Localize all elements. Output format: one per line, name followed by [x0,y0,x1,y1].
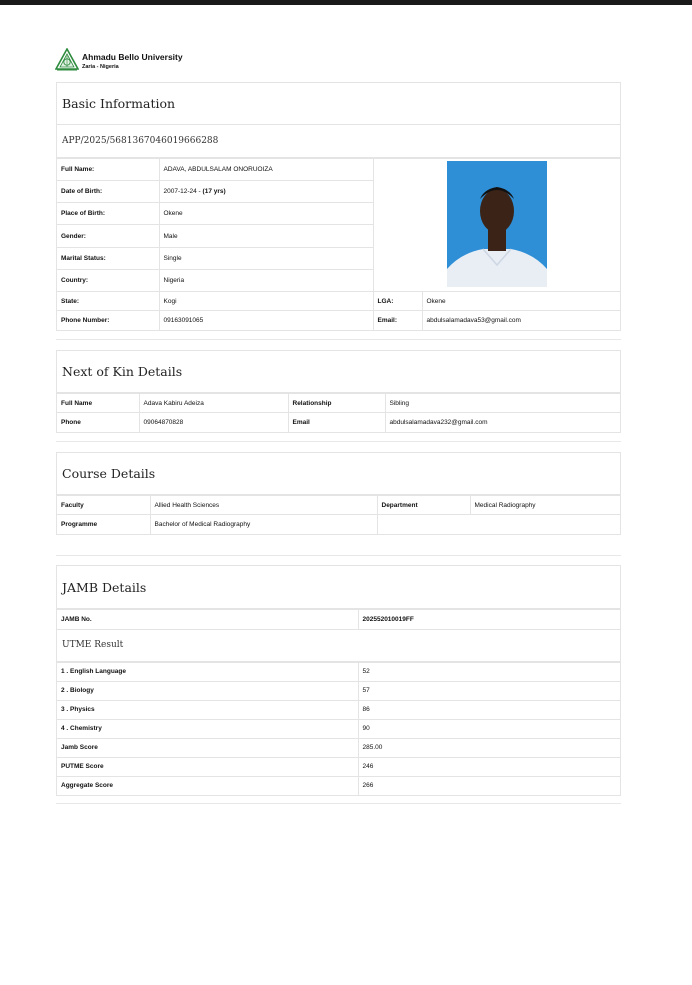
table-row [57,394,620,413]
putme-score-label: PUTME Score [57,757,358,776]
full-name-value: ADAVA, ABDULSALAM ONORUOIZA [159,159,373,181]
basic-information-title: Basic Information [57,83,620,125]
section-divider [56,803,621,804]
gender-value: Male [159,225,373,247]
marital-status-value: Single [159,247,373,269]
department-label: Department [377,496,470,515]
table-row [57,738,620,757]
aggregate-score-value: 266 [358,776,620,795]
faculty-value: Allied Health Sciences [150,496,377,515]
marital-status-label: Marital Status: [57,247,159,269]
table-row [57,700,620,719]
table-row [57,159,620,181]
kin-relationship-value: Sibling [385,394,620,413]
application-number: APP/2025/5681367046019666288 [57,125,620,158]
phone-number-label: Phone Number: [57,311,159,330]
course-details-title: Course Details [57,453,620,495]
basic-information-table [57,158,620,330]
result-label: 2 . Biology [57,681,358,700]
date-of-birth-text: 2007-12-24 - [163,188,201,196]
table-row [57,311,620,330]
age-text: (17 yrs) [202,188,226,196]
aggregate-score-label: Aggregate Score [57,776,358,795]
jamb-score-value: 285.00 [358,738,620,757]
faculty-label: Faculty [57,496,150,515]
state-label: State: [57,292,159,311]
programme-label: Programme [57,515,150,534]
table-row [57,719,620,738]
jamb-number-label: JAMB No. [57,610,358,629]
course-details-table [57,495,620,534]
department-value: Medical Radiography [470,496,620,515]
putme-score-value: 246 [358,757,620,776]
course-details-card [56,452,621,535]
next-of-kin-table [57,393,620,432]
table-row [57,681,620,700]
table-row [57,515,620,534]
email-label: Email: [373,311,422,330]
university-name: Ahmadu Bello University [82,52,183,62]
table-row [57,776,620,795]
full-name-label: Full Name: [57,159,159,181]
kin-relationship-label: Relationship [288,394,385,413]
result-value: 57 [358,681,620,700]
top-bar [0,0,692,5]
result-value: 52 [358,662,620,681]
state-value: Kogi [159,292,373,311]
table-row [57,757,620,776]
next-of-kin-title: Next of Kin Details [57,351,620,393]
jamb-score-label: Jamb Score [57,738,358,757]
section-divider [56,339,621,340]
phone-number-value: 09163091065 [159,311,373,330]
date-of-birth-label: Date of Birth: [57,181,159,203]
jamb-number-table [57,609,620,629]
utme-result-title: UTME Result [57,629,620,662]
kin-email-value: abdulsalamadava232@gmail.com [385,413,620,432]
result-label: 4 . Chemistry [57,719,358,738]
applicant-photo [447,161,547,287]
table-row [57,610,620,629]
result-label: 3 . Physics [57,700,358,719]
country-label: Country: [57,269,159,291]
university-logo-icon [55,48,79,72]
utme-result-table [57,662,620,796]
result-value: 90 [358,719,620,738]
programme-value: Bachelor of Medical Radiography [150,515,377,534]
kin-name-label: Full Name [57,394,139,413]
basic-information-card [56,82,621,331]
gender-label: Gender: [57,225,159,247]
jamb-details-card [56,565,621,796]
photo-cell [373,159,620,292]
kin-name-value: Adava Kabiru Adeiza [139,394,288,413]
country-value: Nigeria [159,269,373,291]
kin-phone-label: Phone [57,413,139,432]
next-of-kin-card [56,350,621,433]
kin-email-label: Email [288,413,385,432]
table-row [57,413,620,432]
jamb-details-title: JAMB Details [57,566,620,609]
jamb-number-value: 202552010019FF [358,610,620,629]
empty-cell [377,515,620,534]
section-divider [56,441,621,442]
table-row [57,662,620,681]
table-row [57,292,620,311]
table-row [57,496,620,515]
result-value: 86 [358,700,620,719]
result-label: 1 . English Language [57,662,358,681]
lga-label: LGA: [373,292,422,311]
place-of-birth-label: Place of Birth: [57,203,159,225]
lga-value: Okene [422,292,620,311]
email-value: abdulsalamadava53@gmail.com [422,311,620,330]
kin-phone-value: 09064870828 [139,413,288,432]
section-divider [56,555,621,556]
place-of-birth-value: Okene [159,203,373,225]
university-location: Zaria - Nigeria [82,64,119,70]
date-of-birth-value [159,181,373,203]
